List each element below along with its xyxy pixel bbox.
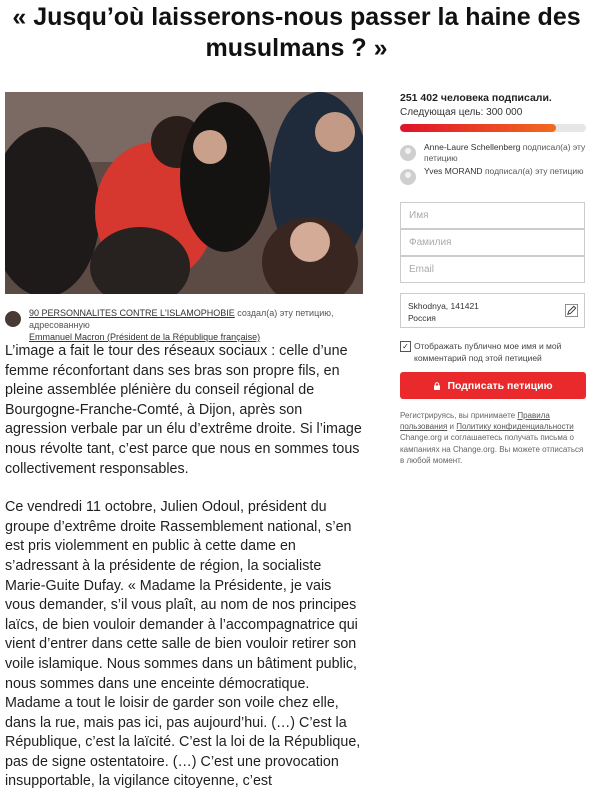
progress-fill [400,124,556,132]
signer-name: Anne-Laure Schellenberg [424,142,521,152]
signer-action: подписал(а) эту петицию [424,142,586,163]
last-name-input[interactable]: Фамилия [400,229,585,256]
legal-text: Change.org и соглашаетесь получать письма о кампаниях на Change.org. Вы можете отписаться в любой момент. [400,433,584,465]
signature-sidebar [400,92,586,188]
body-paragraph: Ce vendredi 11 octobre, Julien Odoul, président du groupe d’extrême droite Rassemblement national, s’en est pris violemment en public à cette dame en s’adressant à la présidente de région, la socialiste Marie-Guite Dufay. « Madame la Présidente, je vais vous demander, s’il vous plaît, au nom de nos principes laïcs, de bien vouloir demander à l’accompagnatrice qui vient d’entrer dans cette salle de bien vouloir retirer son voile islamique. Nous sommes dans un bâtiment public, nous sommes dans une enceinte démocratique. Madame a tout le loisir de garder son voile chez elle, dans la rue, mais pas ici, pas aujourd’hui. (…) C’est la République, c’est la laïcité. C’est la loi de la République, pas de signe ostentatoire. (…) C’est une provocation insupportable, la vigilance citoyenne, c’est [5,499,361,790]
location-line1: Skhodnya, 141421 [408,301,479,311]
location-line2: Россия [408,313,436,323]
petition-author-line [5,307,365,343]
petition-body [5,342,365,811]
recipient-link[interactable]: Emmanuel Macron (Président de la République française) [29,332,261,342]
signer-avatar [400,169,416,185]
sign-petition-button[interactable] [400,372,586,399]
legal-notice [400,410,588,466]
first-name-input[interactable]: Имя [400,202,585,229]
email-input[interactable]: Email [400,256,585,283]
author-avatar [5,311,21,327]
terms-link[interactable]: Правила пользования [400,411,550,432]
public-display-checkbox-row[interactable] [400,340,586,364]
public-display-label: Отображать публично мое имя и мой комментарий под этой петицией [414,341,562,363]
petition-title: « Jusqu’où laisserons-nous passer la haine des musulmans ? » [12,3,581,62]
signer-action: подписал(а) эту петицию [482,166,584,176]
signature-count: 251 402 человека подписали. [400,92,552,104]
public-display-checkbox[interactable]: ✓ [400,341,411,352]
legal-text: и [447,422,457,432]
signature-progress-bar [400,124,586,132]
privacy-link[interactable]: Политику конфиденциальности [456,422,574,432]
location-field[interactable] [400,293,585,328]
edit-pencil-icon[interactable] [565,304,578,317]
author-link[interactable]: 90 PERSONNALITES CONTRE L'ISLAMOPHOBIE [29,308,235,318]
sign-button-label: Подписать петицию [447,379,553,392]
signature-goal: Следующая цель: 300 000 [400,107,523,118]
legal-text: Регистрируясь, вы принимаете [400,411,518,420]
recent-signer [400,142,586,164]
body-paragraph: L’image a fait le tour des réseaux sociaux : celle d’une femme réconfortant dans ses bras son propre fils, en pleine assemblée plénière du conseil régional de Bourgogne-Franche-Comté, à Dijon, après son agression verbale par un élu d’extrême droite. Si l’image nous révolte tant, c’est parce que nous en sommes tous collectivement responsables. [5,343,362,477]
lock-icon [433,382,441,390]
petition-photo [5,92,363,294]
signer-avatar [400,145,416,161]
signer-name: Yves MORAND [424,166,483,176]
recent-signer [400,166,586,188]
author-created-text: создал(а) эту петицию, адресованную [29,308,334,330]
